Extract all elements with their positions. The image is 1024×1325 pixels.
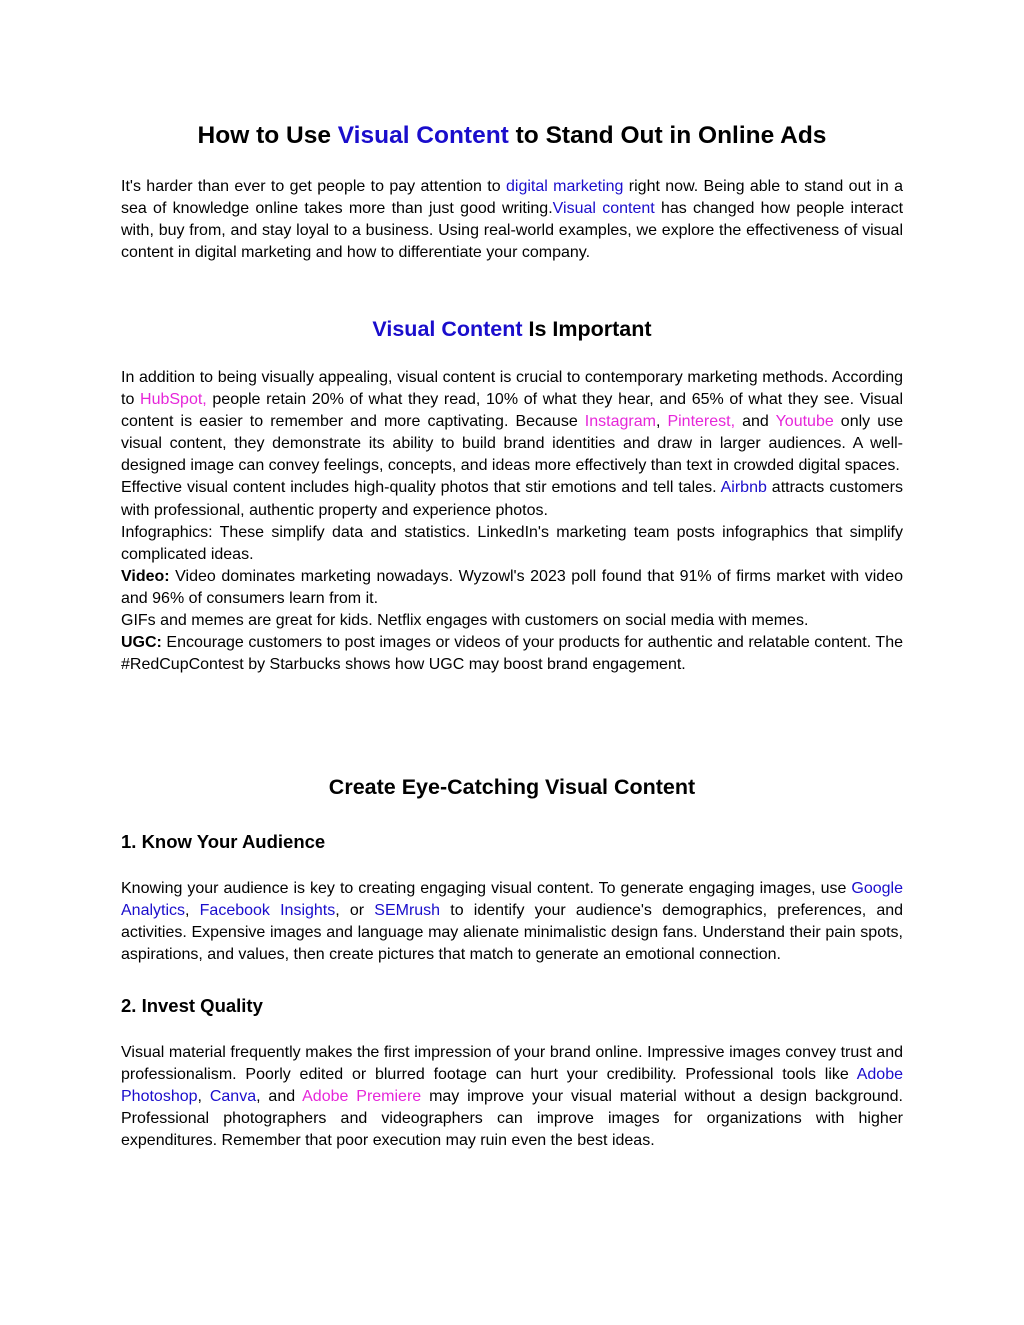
text: Video dominates marketing nowadays. Wyzowl's 2023 poll found that 91% of firms market with video and 96% of consumers learn from it. — [121, 567, 903, 607]
link-digital-marketing[interactable]: digital marketing — [506, 178, 624, 195]
text: , — [185, 902, 200, 920]
text: attracts customers with professional, authentic property and experience photos. — [121, 479, 903, 519]
link-adobe-premiere[interactable]: Adobe Premiere — [302, 1088, 422, 1106]
paragraph-airbnb — [121, 477, 903, 521]
paragraph-infographics: Infographics: These simplify data and statistics. LinkedIn's marketing team posts infographics that simplify complicated ideas. — [121, 523, 903, 563]
intro-paragraph — [121, 176, 903, 264]
paragraph-gifs: GIFs and memes are great for kids. Netflix engages with customers on social media with memes. — [121, 612, 809, 630]
paragraph-hubspot — [121, 367, 903, 477]
title-part-2: to Stand Out in Online Ads — [508, 122, 827, 149]
paragraph-video — [121, 566, 903, 610]
title-highlight: Visual Content — [337, 122, 509, 149]
text: , and — [256, 1088, 303, 1106]
link-adobe-photoshop[interactable]: Adobe Photoshop — [121, 1066, 903, 1106]
text: , — [655, 413, 668, 431]
subheading-invest-quality: 2. Invest Quality — [121, 995, 263, 1016]
ugc-label: UGC: — [121, 634, 162, 652]
text: , or — [335, 902, 375, 920]
heading-rest: Is Important — [522, 317, 652, 341]
text: Encourage customers to post images or videos of your products for authentic and relatable content. The #RedCupContest by Starbucks shows how UGC may boost brand engagement. — [121, 634, 903, 674]
subheading-know-audience: 1. Know Your Audience — [121, 831, 326, 852]
link-instagram[interactable]: Instagram — [584, 413, 656, 431]
paragraph-ugc — [121, 632, 903, 676]
title-part-1: How to Use — [197, 122, 338, 149]
paragraph-invest-quality — [121, 1042, 903, 1152]
paragraph-know-audience — [121, 878, 903, 966]
link-google-analytics[interactable]: Google Analytics — [121, 880, 903, 920]
link-youtube[interactable]: Youtube — [775, 413, 834, 431]
text: Knowing your audience is key to creating engaging visual content. To generate engaging images, use — [121, 880, 852, 897]
intro-text-2: right now. Being able to stand out in a sea of knowledge online takes more than just good writing. — [121, 178, 904, 218]
page-title — [121, 119, 903, 153]
link-facebook-insights[interactable]: Facebook Insights — [199, 902, 336, 920]
link-pinterest[interactable]: Pinterest, — [667, 413, 736, 431]
text: Visual material frequently makes the first impression of your brand online. Impressive images convey trust and professionalism. Poorly edited or blurred footage can hurt your credibility. Professional tools like — [121, 1044, 903, 1084]
text: Effective visual content includes high-quality photos that stir emotions and tell tales. — [121, 479, 721, 497]
section-importance-body — [121, 367, 903, 676]
text: may improve your visual material without a design background. Professional photographers and videographers can improve images for organizations with higher expenditures. Remember that poor execution may ruin even the best ideas. — [121, 1088, 903, 1150]
text: only use visual content, they demonstrate its ability to build brand identities and draw in larger audiences. A well-designed image can convey feelings, concepts, and ideas more effectively than text in crowded digital spaces. — [121, 413, 904, 475]
heading-highlight: Visual Content — [372, 317, 523, 341]
link-visual-content[interactable]: Visual content — [552, 200, 655, 218]
text: , — [197, 1088, 210, 1106]
link-hubspot[interactable]: HubSpot, — [140, 391, 207, 409]
text: people retain 20% of what they read, 10% of what they hear, and 65% of what they see. Visual content is easier to remember and more captivating. Because — [121, 391, 903, 431]
link-airbnb[interactable]: Airbnb — [720, 479, 767, 497]
link-semrush[interactable]: SEMrush — [374, 902, 441, 920]
section-heading-importance — [121, 314, 903, 344]
text: to identify your audience's demographics, preferences, and activities. Expensive images and language may alienate minimalistic design fans. Understand their pain spots, aspirations, and values, then create pictures that match to generate an emotional connection. — [121, 902, 904, 964]
intro-text-3: has changed how people interact with, buy from, and stay loyal to a business. Using real-world examples, we explore the effectiveness of visual content in digital marketing and how to differentiate your company. — [121, 200, 904, 262]
text: In addition to being visually appealing, visual content is crucial to contemporary marketing methods. According to — [121, 369, 903, 409]
link-canva[interactable]: Canva — [209, 1088, 257, 1106]
intro-text-1: It's harder than ever to get people to pay attention to — [121, 178, 506, 195]
section-heading-create: Create Eye-Catching Visual Content — [328, 775, 696, 799]
video-label: Video: — [121, 567, 170, 585]
text: and — [735, 413, 776, 431]
